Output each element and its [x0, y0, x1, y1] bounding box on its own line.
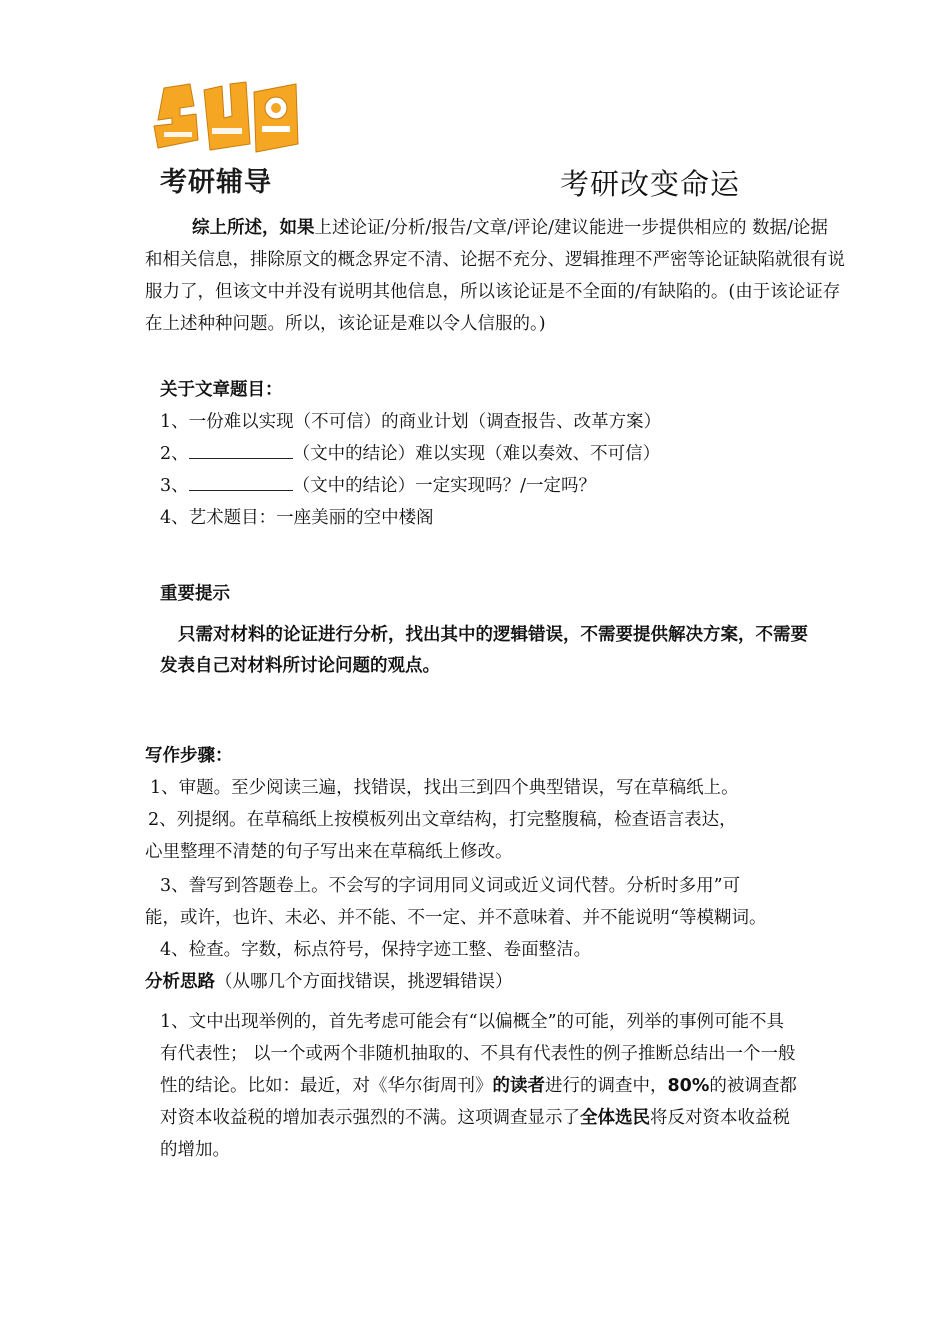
step-3-line-1: 3、誊写到答题卷上。不会写的字词用同义词或近义词代替。分析时多用”可 — [160, 876, 741, 896]
step-2-line-2: 心里整理不清楚的句子写出来在草稿纸上修改。 — [145, 842, 513, 862]
tip-heading: 重要提示 — [160, 584, 230, 604]
analysis-bold-readers: 的读者 — [492, 1076, 545, 1096]
titles-heading: 关于文章题目： — [160, 380, 283, 400]
analysis-p1-mid2: 的被调查都对资本收益税的增加表示强烈的不满。这项调查显示了 — [160, 1076, 797, 1128]
analysis-heading-rest: （从哪几个方面找错误，挑逻辑错误） — [215, 972, 513, 992]
title-item-1: 1、一份难以实现（不可信）的商业计划（调查报告、改革方案） — [160, 412, 662, 432]
brand-subtitle: 考研辅导 — [160, 167, 272, 198]
title-item-3 — [160, 472, 596, 497]
steps-heading: 写作步骤： — [145, 746, 233, 766]
analysis-bold-percent: 80% — [667, 1076, 710, 1096]
analysis-heading — [145, 968, 513, 993]
step-4: 4、检查。字数，标点符号，保持字迹工整、卷面整洁。 — [160, 940, 592, 960]
title-blank-2 — [189, 444, 293, 459]
title-item-2 — [160, 440, 660, 465]
brand-logo — [150, 78, 300, 198]
analysis-paragraph — [160, 1006, 800, 1166]
title-item-4: 4、艺术题目：一座美丽的空中楼阁 — [160, 508, 434, 528]
analysis-p1: 1、文中出现举例的，首先考虑可能会有“以偏概全”的可能，列举的事例可能不具有代表性； 以一个或两个非随机抽取的、不具有代表性的例子推断总结出一个一般性的结论。比如：最近，对《华尔街周刊》 — [160, 1012, 796, 1096]
title-item-3-prefix: 3、 — [160, 476, 189, 496]
summary-body: 上述论证/分析/报告/文章/评论/建议能进一步提供相应的 数据/论据 和相关信息，排除原文的概念界定不清、论据不充分、逻辑推理不严密等论证缺陷就很有说服力了，但该文中并没有说明其他信息，所以该论证是不全面的/有缺陷的。(由于该论证存在上述种种问题。所以，该论证是难以令人信服的。) — [145, 218, 845, 334]
summary-lead: 综上所述， — [192, 218, 280, 238]
tip-body: 只需对材料的论证进行分析，找出其中的逻辑错误，不需要提供解决方案，不需要发表自己对材料所讨论问题的观点。 — [160, 625, 808, 676]
title-blank-3 — [189, 476, 293, 491]
title-item-2-prefix: 2、 — [160, 444, 189, 464]
analysis-heading-bold: 分析思路 — [145, 972, 215, 992]
brand-logo-mark — [150, 78, 300, 158]
step-2-line-1: 2、列提纲。在草稿纸上按模板列出文章结构，打完整腹稿，检查语言表达， — [148, 810, 737, 830]
summary-paragraph — [145, 212, 850, 340]
step-3-line-2: 能，或许，也许、未必、并不能、不一定、并不意味着、并不能说明“等模糊词。 — [145, 908, 767, 928]
analysis-bold-voters: 全体选民 — [580, 1108, 650, 1128]
page-motto: 考研改变命运 — [560, 167, 741, 201]
analysis-p1-mid: 进行的调查中， — [545, 1076, 668, 1096]
step-1: 1、审题。至少阅读三遍，找错误，找出三到四个典型错误，写在草稿纸上。 — [150, 778, 739, 798]
title-item-3-text: （文中的结论）一定实现吗？/一定吗？ — [292, 476, 597, 496]
analysis-p1-end: 将反对资本收益税的增加。 — [160, 1108, 790, 1160]
summary-if: 如果 — [279, 218, 315, 238]
title-item-2-text: （文中的结论）难以实现（难以奏效、不可信） — [292, 444, 661, 464]
